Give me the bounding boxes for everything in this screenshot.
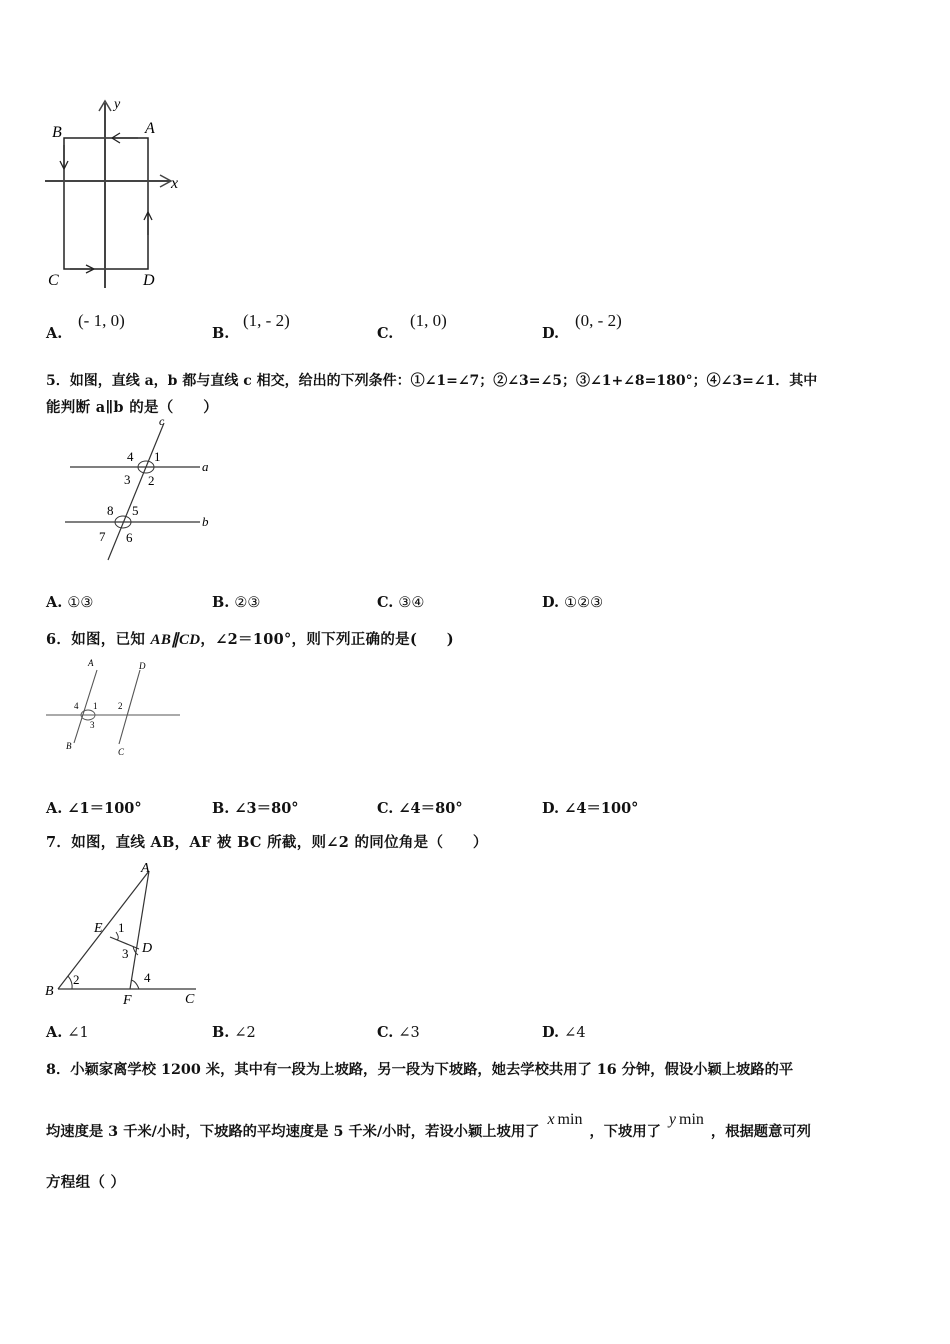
q6-option-d[interactable] (542, 797, 638, 818)
q5-option-c-letter: C. (377, 594, 394, 611)
q6-label-3: 3 (90, 720, 95, 730)
q4-coordinate-figure (40, 95, 200, 295)
q8-text-line1: 8．小颖家离学校 1200 米，其中有一段为上坡路，另一段为下坡路，她去学校共用了 16 分钟，假设小颖上坡路的平 (46, 1062, 794, 1078)
q7-option-b-value: ∠2 (234, 1025, 256, 1041)
q7-label-e: E (94, 921, 103, 936)
q4-label-x: x (171, 175, 179, 192)
q6-option-c-value: ∠4＝80° (398, 800, 463, 817)
q5-option-d-value: ①②③ (564, 595, 604, 611)
q8-text-line2 (46, 1111, 811, 1141)
q6-option-d-value: ∠4＝100° (564, 800, 639, 817)
q4-option-d-letter: D. (542, 325, 560, 342)
q6-label-c: C (118, 747, 125, 757)
q5-option-a-letter: A. (46, 594, 63, 611)
q5-label-3: 3 (124, 472, 131, 487)
q7-label-c: C (185, 992, 195, 1007)
q6-label-2: 2 (118, 701, 123, 711)
q6-text-prefix: 6．如图，已知 (46, 631, 151, 648)
q5-option-a-value: ①③ (67, 595, 94, 611)
q5-label-2: 2 (148, 473, 155, 488)
q5-label-5: 5 (132, 503, 139, 518)
q5-label-7: 7 (99, 529, 106, 544)
q5-label-6: 6 (126, 530, 133, 545)
q6-label-b: B (66, 741, 72, 751)
q4-option-b-value: (1, - 2) (243, 311, 290, 330)
q7-option-d-value: ∠4 (564, 1025, 586, 1041)
q5-option-b-value: ②③ (234, 595, 261, 611)
q7-option-b[interactable] (212, 1024, 256, 1041)
q7-option-d-letter: D. (542, 1024, 560, 1041)
q6-label-4: 4 (74, 701, 79, 711)
q6-option-a-value: ∠1＝100° (67, 800, 142, 817)
q7-option-b-letter: B. (212, 1024, 230, 1041)
q7-text: 7．如图，直线 AB，AF 被 BC 所截，则∠2 的同位角是（ ） (46, 834, 488, 851)
q5-option-a[interactable] (46, 594, 93, 611)
q8-var-x-group (547, 1111, 586, 1128)
q6-option-a[interactable] (46, 797, 142, 818)
q4-option-c-letter: C. (377, 325, 394, 342)
q6-option-c-letter: C. (377, 800, 394, 817)
q6-option-b-letter: B. (212, 800, 230, 817)
q7-option-c[interactable] (377, 1024, 420, 1041)
q4-label-d: D (143, 272, 155, 289)
q7-label-a: A (141, 861, 150, 876)
q4-label-y: y (114, 97, 121, 112)
q7-triangle-figure (42, 858, 212, 1008)
q6-text-math: AB∥CD (150, 632, 201, 648)
q6-label-d: D (139, 661, 146, 671)
q7-label-b: B (45, 984, 54, 999)
q5-option-d[interactable] (542, 594, 603, 611)
q8-line2-part-c: ，根据题意可列 (710, 1124, 811, 1140)
q5-label-4: 4 (127, 449, 134, 464)
q7-angle-arc-4 (131, 980, 139, 989)
q7-option-c-letter: C. (377, 1024, 394, 1041)
q7-option-a-value: ∠1 (67, 1025, 89, 1041)
q8-var-y: y (668, 1111, 677, 1128)
q6-option-a-letter: A. (46, 800, 63, 817)
q5-option-d-letter: D. (542, 594, 560, 611)
q5-label-8: 8 (107, 503, 114, 518)
q4-option-a[interactable] (46, 325, 62, 342)
q4-label-b: B (52, 124, 62, 141)
q6-label-a: A (88, 658, 94, 668)
q8-unit-y: min (679, 1111, 704, 1128)
q5-label-b: b (202, 514, 209, 529)
q7-angle-arc-2 (68, 976, 72, 989)
q5-label-1: 1 (154, 449, 161, 464)
q6-option-c[interactable] (377, 797, 463, 818)
q4-option-b[interactable] (212, 325, 229, 342)
q7-option-a[interactable] (46, 1024, 89, 1041)
q7-line-ab (58, 871, 149, 989)
q7-label-4: 4 (144, 970, 151, 985)
q8-unit-x: min (557, 1111, 583, 1128)
q5-label-c: c (159, 414, 165, 428)
q4-label-c: C (48, 272, 59, 289)
q5-text-line2: 能判断 a∥b 的是（ ） (46, 399, 219, 416)
q7-option-d[interactable] (542, 1024, 586, 1041)
q5-option-c[interactable] (377, 594, 424, 611)
q6-option-d-letter: D. (542, 800, 560, 817)
q8-line2-part-b: ，下坡用了 (589, 1124, 661, 1140)
q7-label-2: 2 (73, 972, 80, 987)
q4-option-d[interactable] (542, 325, 559, 342)
q6-figure (44, 656, 194, 766)
q5-option-b[interactable] (212, 594, 260, 611)
q5-label-a: a (202, 459, 209, 474)
q4-option-a-value: (- 1, 0) (78, 311, 125, 330)
q4-option-c[interactable] (377, 325, 393, 342)
q7-label-d: D (142, 941, 153, 956)
q6-option-b-value: ∠3＝80° (234, 800, 299, 817)
q8-line2-part-a: 均速度是 3 千米/小时，下坡路的平均速度是 5 千米/小时，若设小颖上坡用了 (46, 1124, 540, 1140)
q5-parallel-lines-figure (60, 415, 230, 575)
q5-line-c (108, 423, 164, 560)
q4-option-b-letter: B. (212, 325, 230, 342)
q7-label-1: 1 (118, 920, 125, 935)
q7-label-f: F (123, 993, 132, 1008)
q8-text-line3: 方程组（ ） (46, 1174, 126, 1191)
q7-option-a-letter: A. (46, 1024, 63, 1041)
q4-label-a: A (145, 120, 155, 137)
q5-text-line1: 5．如图，直线 a，b 都与直线 c 相交，给出的下列条件：①∠1=∠7；②∠3=∠5；③∠1+∠8=180°；④∠3=∠1．其中 (46, 373, 818, 389)
q4-option-d-value: (0, - 2) (575, 311, 622, 330)
q6-text-suffix: ，∠2＝100°，则下列正确的是( ) (200, 631, 454, 648)
q4-option-c-value: (1, 0) (410, 311, 447, 330)
q5-option-b-letter: B. (212, 594, 230, 611)
q8-var-x: x (547, 1111, 555, 1128)
q5-option-c-value: ③④ (398, 595, 425, 611)
q6-label-1: 1 (93, 701, 98, 711)
q4-option-a-letter: A. (46, 325, 63, 342)
q7-option-c-value: ∠3 (398, 1025, 420, 1041)
q8-var-y-group (669, 1111, 708, 1128)
q6-option-b[interactable] (212, 797, 299, 818)
q6-text (46, 628, 454, 649)
q7-label-3: 3 (122, 946, 129, 961)
